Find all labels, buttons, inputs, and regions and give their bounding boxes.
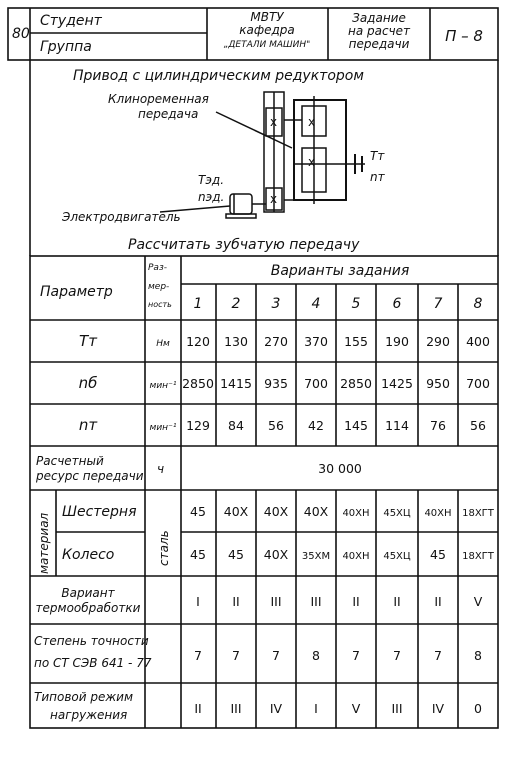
- table-cell: V: [351, 701, 361, 716]
- table-cell: 40Х: [263, 504, 289, 519]
- param-name: nб: [78, 374, 98, 392]
- table-cell: 145: [344, 418, 368, 433]
- table-cell: 45: [190, 547, 206, 562]
- svg-text:x: x: [308, 115, 316, 129]
- table-cell: 40Х: [223, 504, 249, 519]
- load-name-1: Типовой режим: [34, 690, 134, 704]
- table-cell: II: [194, 701, 202, 716]
- motor-label: Электродвигатель: [62, 210, 181, 224]
- table-cell: 700: [466, 376, 490, 391]
- steel-label: сталь: [157, 530, 171, 566]
- task-line-3: передачи: [348, 37, 410, 51]
- table-cell: 7: [352, 648, 360, 663]
- table-cell: III: [230, 701, 242, 716]
- variant-number: 1: [193, 296, 203, 312]
- table-cell: 56: [470, 418, 486, 433]
- variant-number: 8: [473, 296, 483, 312]
- motor-torque-label: Тэд.: [198, 173, 225, 187]
- table-cell: 35ХМ: [301, 551, 331, 562]
- table-cell: 45ХЦ: [383, 551, 411, 562]
- table-cell: 1415: [220, 376, 252, 391]
- table-cell: 2850: [182, 376, 214, 391]
- parameter-rows: [79, 332, 490, 434]
- table-cell: 45: [190, 504, 206, 519]
- table-cell: 7: [393, 648, 401, 663]
- student-label: Студент: [40, 13, 102, 29]
- table-cell: 40ХН: [342, 551, 370, 562]
- table-cell: III: [391, 701, 403, 716]
- gear-name: Шестерня: [62, 504, 137, 520]
- table-cell: 130: [224, 334, 248, 349]
- wheel-name: Колесо: [62, 547, 115, 563]
- output-speed-label: nт: [370, 170, 385, 184]
- dept-line-2: кафедра: [239, 23, 295, 37]
- table-cell: 42: [308, 418, 324, 433]
- table-cell: 45ХЦ: [383, 508, 411, 519]
- task-line-1: Задание: [352, 11, 406, 25]
- table-cell: 56: [268, 418, 284, 433]
- motor-speed-label: nэд.: [198, 190, 225, 204]
- table-cell: 0: [474, 701, 482, 716]
- heat-name-2: термообработки: [35, 601, 141, 615]
- table-cell: 76: [430, 418, 446, 433]
- accuracy-name-1: Степень точности: [34, 634, 149, 648]
- drive-title: Привод с цилиндрическим редуктором: [73, 68, 364, 84]
- variant-number: 3: [271, 296, 281, 312]
- table-cell: 114: [385, 418, 409, 433]
- output-torque-label: Тт: [370, 149, 385, 163]
- table-cell: I: [196, 594, 200, 609]
- table-cell: 290: [426, 334, 450, 349]
- svg-text:x: x: [270, 115, 278, 129]
- task-code: П – 8: [445, 27, 483, 45]
- table-cell: 40Х: [303, 504, 329, 519]
- table-cell: II: [352, 594, 360, 609]
- unit-header-3: ность: [148, 300, 172, 309]
- table-cell: 155: [344, 334, 368, 349]
- variant-number: 6: [392, 296, 402, 312]
- table-cell: 1425: [381, 376, 413, 391]
- table-cell: 7: [194, 648, 202, 663]
- table-cell: III: [310, 594, 322, 609]
- param-unit: мин⁻¹: [149, 381, 177, 391]
- sheet-number: 80: [12, 26, 30, 42]
- table-cell: 400: [466, 334, 490, 349]
- table-cell: V: [473, 594, 483, 609]
- table-cell: 190: [385, 334, 409, 349]
- variant-number: 2: [231, 296, 241, 312]
- variants-header: Варианты задания: [270, 263, 410, 279]
- table-cell: 7: [272, 648, 280, 663]
- param-unit: мин⁻¹: [149, 423, 177, 433]
- param-name: nт: [78, 416, 98, 434]
- param-header: Параметр: [40, 284, 113, 300]
- table-cell: 40ХН: [424, 508, 452, 519]
- variant-number: 5: [351, 296, 361, 312]
- table-cell: 18ХГТ: [462, 508, 494, 519]
- unit-header-2: мер-: [148, 282, 170, 292]
- resource-name-1: Расчетный: [36, 454, 104, 468]
- table-cell: 935: [264, 376, 288, 391]
- resource-value: 30 000: [318, 461, 362, 476]
- table-cell: 370: [304, 334, 328, 349]
- table-cell: II: [393, 594, 401, 609]
- variant-value-rows: [190, 504, 495, 716]
- heat-name-1: Вариант: [61, 586, 115, 600]
- dept-line-1: МВТУ: [250, 10, 284, 24]
- task-title: Рассчитать зубчатую передачу: [128, 237, 360, 253]
- table-cell: 45: [228, 547, 244, 562]
- variant-number: 7: [433, 296, 443, 312]
- variant-number: 4: [311, 296, 321, 312]
- table-cell: 700: [304, 376, 328, 391]
- dept-line-3: „ДЕТАЛИ МАШИН": [223, 40, 311, 50]
- table-cell: 129: [186, 418, 210, 433]
- table-cell: 7: [434, 648, 442, 663]
- table-cell: IV: [431, 701, 445, 716]
- resource-name-2: ресурс передачи: [36, 469, 144, 483]
- material-label: материал: [37, 512, 51, 574]
- table-cell: II: [434, 594, 442, 609]
- svg-text:x: x: [270, 192, 278, 206]
- svg-text:x: x: [308, 155, 316, 169]
- table-cell: 40Х: [263, 547, 289, 562]
- table-cell: 7: [232, 648, 240, 663]
- table-cell: 950: [426, 376, 450, 391]
- table-cell: 45: [430, 547, 446, 562]
- param-unit: Нм: [156, 339, 170, 349]
- resource-unit: ч: [157, 462, 165, 476]
- table-cell: 270: [264, 334, 288, 349]
- table-cell: I: [314, 701, 318, 716]
- table-cell: 2850: [340, 376, 372, 391]
- unit-header-1: Раз-: [148, 263, 167, 273]
- table-cell: 8: [312, 648, 320, 663]
- table-cell: II: [232, 594, 240, 609]
- variant-number-row: [194, 296, 483, 312]
- table-cell: 8: [474, 648, 482, 663]
- task-line-2: на расчет: [347, 24, 411, 38]
- group-label: Группа: [40, 39, 92, 55]
- table-cell: 18ХГТ: [462, 551, 494, 562]
- load-name-2: нагружения: [50, 708, 128, 722]
- table-cell: 84: [228, 418, 244, 433]
- table-cell: 120: [186, 334, 210, 349]
- table-cell: III: [270, 594, 282, 609]
- table-cell: IV: [269, 701, 283, 716]
- param-name: Тт: [79, 332, 97, 350]
- accuracy-name-2: по СТ СЭВ 641 - 77: [34, 656, 152, 670]
- belt-label-2: передача: [138, 107, 199, 121]
- table-cell: 40ХН: [342, 508, 370, 519]
- belt-label-1: Клиноременная: [108, 92, 209, 106]
